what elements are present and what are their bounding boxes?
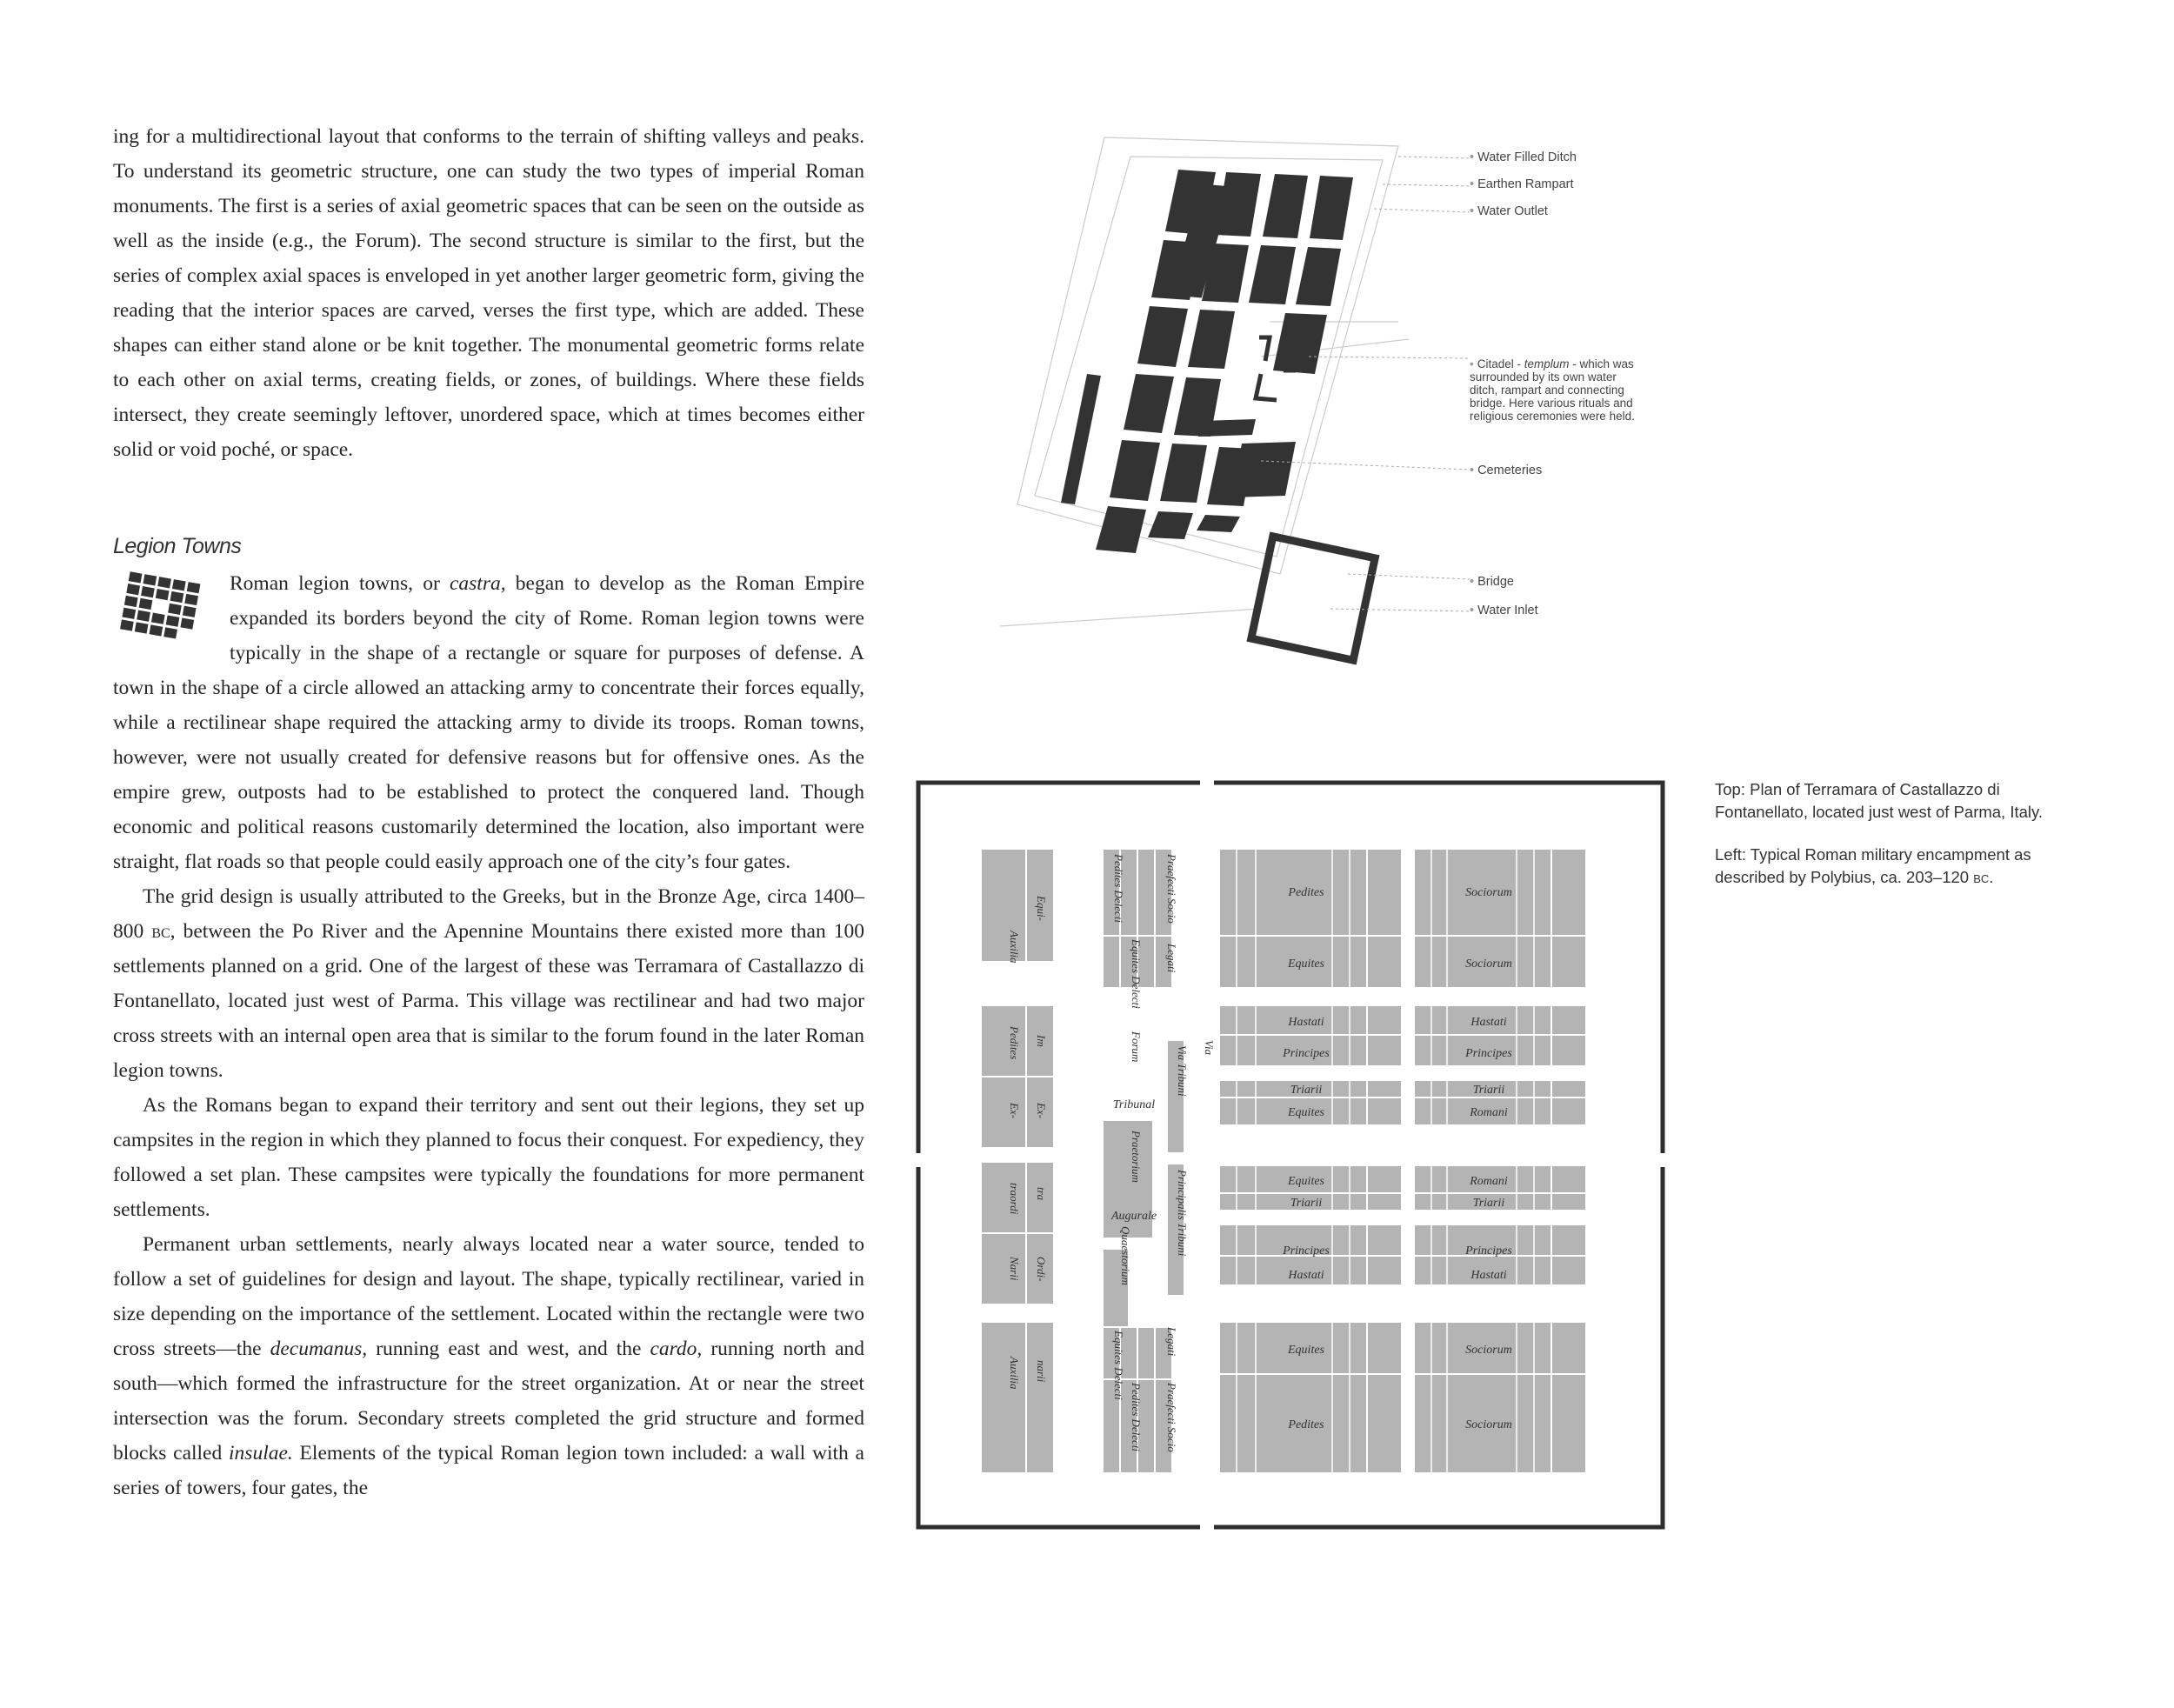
label-romani-2: Romani (1470, 1175, 1508, 1188)
label-triarii-2: Triarii (1472, 1084, 1505, 1097)
label-principes-4: Principes (1465, 1244, 1512, 1258)
label-sociorum-top: Sociorum (1465, 886, 1512, 899)
label-triarii-3: Triarii (1290, 1197, 1323, 1210)
label-principes-2: Principes (1465, 1047, 1512, 1060)
paragraph-4: Permanent urban settlements, nearly always located near a water source, tended to follow a set of guidelines for design and layout. The shape, typically rectilinear, varied in size depending on the importance of the settlement. Located within the rectangle were two cross streets—the decumanus, running east and west, and the cardo, running north and south—which formed the infrastructure for the street organization. At or near the street intersection was the forum. Secondary streets completed the grid structure and formed blocks called insulae. Elements of the typical Roman legion town included: a wall with a series of towers, four gates, the (113, 1233, 864, 1499)
annotation-bridge: • Bridge (1470, 575, 1514, 589)
label-legati-1: Legati (1165, 944, 1178, 973)
label-via-tribuni: Via Tribuni (1176, 1045, 1189, 1097)
paragraph-1: Roman legion towns, or castra, began to develop as the Roman Empire expanded its borders beyond the city of Rome. Roman legion towns were typically in the shape of a rectangle or square for purposes of defense. A town in the shape of a circle allowed an attacking army to concentrate their forces equally, while a rectilinear shape required the attacking army to divide its troops. Roman towns, however, were not usually created for defensive reasons but for offensive ones. As the empire grew, outposts had to be established to protect the conquered land. Though economic and political reasons customarily determined the location, also important were straight, flat roads so that people could easily approach one of the city’s four gates. (113, 566, 864, 879)
label-equites-bottom: Equites (1288, 1344, 1324, 1357)
label-praefecti-socio-1: Praefecti Socio (1165, 854, 1178, 924)
label-traordi: traordi (1008, 1183, 1021, 1215)
label-pedites-top: Pedites (1288, 886, 1324, 899)
label-triarii-1: Triarii (1290, 1084, 1323, 1097)
label-ordi: Ordi- (1035, 1257, 1048, 1282)
caption-top: Top: Plan of Terramara of Castallazzo di Fontanellato, located just west of Parma, Italy. (1715, 780, 2044, 821)
label-pedites-delecti-2: Pedites Delecti (1130, 1383, 1143, 1452)
bridge-square (1251, 537, 1375, 660)
label-im: Im (1035, 1035, 1048, 1047)
label-praetorium: Praetorium (1130, 1131, 1143, 1183)
label-augurale: Augurale (1110, 1210, 1157, 1223)
label-pedites-bottom: Pedites (1288, 1418, 1324, 1431)
label-forum: Forum (1130, 1031, 1143, 1063)
label-praefecti-socio-2: Praefecti Socio (1165, 1383, 1178, 1452)
label-narii-2: narii (1035, 1360, 1048, 1383)
annotation-earthen-rampart: • Earthen Rampart (1470, 177, 1574, 191)
label-ex-1: Ex- (1008, 1103, 1021, 1119)
label-principes-3: Principes (1283, 1244, 1330, 1258)
label-equites-delecti-1: Equites Delecti (1130, 939, 1143, 1009)
label-ex-2: Ex- (1035, 1103, 1048, 1119)
label-legati-2: Legati (1165, 1327, 1178, 1357)
annotation-cemeteries: • Cemeteries (1470, 464, 1543, 477)
label-tra: tra (1035, 1187, 1048, 1201)
label-romani-1: Romani (1470, 1106, 1508, 1119)
label-triarii-4: Triarii (1472, 1197, 1505, 1210)
paragraph-2: The grid design is usually attributed to the Greeks, but in the Bronze Age, circa 1400–800 bc, between the Po River and the Apennine Mountains there existed more than 100 settlements planned on a grid. One of the largest of these was Terramara of Castallazzo di Fontanellato, located just west of Parma. This village was rectilinear and had two major cross streets with an internal open area that is similar to the forum found in the later Roman legion towns. (113, 885, 865, 1082)
label-auxilia-1: Auxilia (1008, 931, 1021, 964)
label-equi: Equi- (1035, 896, 1048, 921)
caption-left: Left: Typical Roman military encampment as described by Polybius, ca. 203–120 bc. (1715, 845, 2031, 886)
label-hastati-4: Hastati (1470, 1269, 1507, 1282)
section-heading: Legion Towns (113, 534, 242, 558)
label-tribunal: Tribunal (1112, 1098, 1156, 1111)
annotation-water-inlet: • Water Inlet (1470, 604, 1538, 617)
label-via: Via (1203, 1040, 1216, 1056)
intro-paragraph (113, 119, 864, 467)
annotation-water-outlet: • Water Outlet (1470, 204, 1548, 218)
label-equites-delecti-2: Equites Delecti (1112, 1331, 1125, 1400)
label-equites-mid2: Equites (1288, 1175, 1324, 1188)
grid-plan-icon (113, 570, 217, 657)
annotation-citadel: • Citadel - templum - which was surrounded by its own water ditch, rampart and connecting bridge. Here various rituals and religious ceremonies were held. (1470, 357, 1635, 423)
legion-blocks (1219, 849, 1586, 1473)
paragraph-3: As the Romans began to expand their territory and sent out their legions, they set up campsites in the region in which they planned to focus their conquest. For expediency, they followed a set plan. These campsites were typically the foundations for more permanent settlements. (113, 1094, 864, 1221)
terramara-plan (1000, 122, 1470, 704)
label-hastati-2: Hastati (1470, 1016, 1507, 1029)
annotation-water-filled-ditch: • Water Filled Ditch (1470, 150, 1577, 164)
intro-text: ing for a multidirectional layout that conforms to the terrain of shifting valleys and peaks. To understand its geometric structure, one can study the two types of imperial Roman monuments. The first is a series of axial geometric spaces that can be seen on the outside as well as the inside (e.g., the Forum). The second structure is similar to the first, but the series of complex axial spaces is enveloped in yet another larger geometric form, giving the reading that the interior spaces are carved, verses the first type, which are added. These shapes can either stand alone or be knit together. The monumental geometric forms relate to each other on axial terms, creating fields, or zones, of buildings. Where these fields intersect, they create seemingly leftover, unordered space, which at times becomes either solid or void poché, or space. (113, 125, 864, 461)
label-pedites-delecti-1: Pedites Delecti (1112, 854, 1125, 924)
label-hastati-1: Hastati (1288, 1016, 1324, 1029)
label-auxilia-2: Auxilia (1008, 1357, 1021, 1390)
label-narii: Narii (1008, 1257, 1021, 1281)
label-principalis-tribuni: Principalis Tribuni (1176, 1170, 1189, 1257)
label-sociorum-4: Sociorum (1465, 1418, 1512, 1431)
label-equites-mid: Equites (1288, 1106, 1324, 1119)
label-hastati-3: Hastati (1288, 1269, 1324, 1282)
label-sociorum-3: Sociorum (1465, 1344, 1512, 1357)
label-principes-1: Principes (1283, 1047, 1330, 1060)
label-pedites-ex: Pedites (1008, 1026, 1021, 1060)
label-quaestorium: Quaestorium (1119, 1226, 1132, 1285)
legion-towns-text (113, 566, 864, 1505)
label-sociorum-2: Sociorum (1465, 957, 1512, 971)
roman-camp-plan (913, 774, 1670, 1539)
label-equites-top: Equites (1288, 957, 1324, 971)
